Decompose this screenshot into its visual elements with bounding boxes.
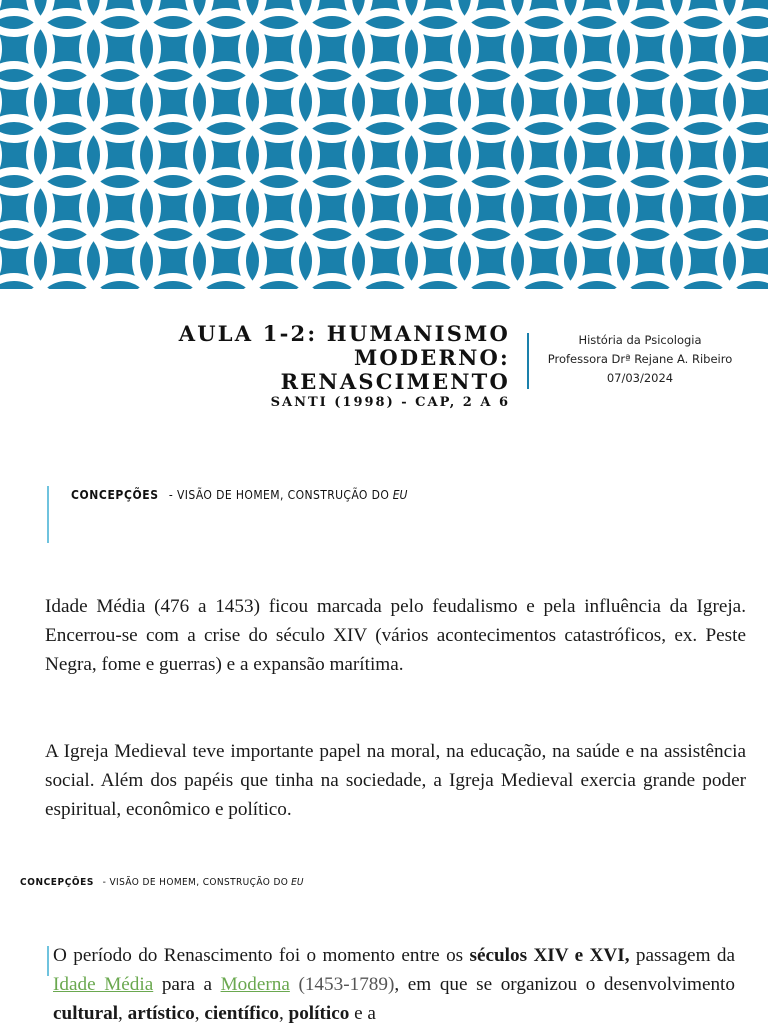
paragraph-igreja-medieval: A Igreja Medieval teve importante papel na moral, na educação, na saúde e na assistência social. Além dos papéis que tinha na sociedade, a Igreja Medieval exercia grande poder espiritual, econômico e político. [45, 741, 746, 820]
text-run: passagem da [629, 945, 735, 966]
text-run: , em que se organizou o desenvolvimento [394, 974, 735, 995]
title-divider [527, 333, 529, 389]
decorative-banner [0, 0, 768, 289]
section-accent-bar [47, 486, 49, 543]
lecture-date: 07/03/2024 [606, 371, 674, 385]
text-run: (1453-1789) [289, 974, 395, 995]
ring-pattern [0, 0, 768, 289]
slide-title [40, 322, 510, 411]
text-run: e a [349, 1003, 376, 1024]
text-run-bold: político [288, 1003, 350, 1024]
text-run-bold: séculos XIV e XVI, [469, 945, 630, 966]
title-line-2: RENASCIMENTO [280, 369, 510, 394]
text-run: , [278, 1003, 289, 1024]
section-heading [71, 488, 407, 502]
course-info [540, 331, 740, 388]
course-name: História da Psicologia [578, 333, 702, 347]
link-moderna[interactable]: Moderna [220, 974, 290, 995]
title-subtitle: SANTI (1998) - CAP, 2 A 6 [270, 395, 510, 410]
heading-eu: EU [392, 488, 408, 502]
heading-keyword: CONCEPÇÕES [71, 488, 159, 502]
text-run: O período do Renascimento foi o momento entre os [53, 945, 470, 966]
paragraph-idade-media: Idade Média (476 a 1453) ficou marcada pelo feudalismo e pela influência da Igreja. Encerrou-se com a crise do século XIV (vários acontecimentos catastróficos, ex. Peste Negra, fome e guerras) e a expansão marítima. [45, 596, 746, 675]
text-run-bold: artístico [127, 1003, 195, 1024]
text-run: , [118, 1003, 128, 1024]
link-idade-media[interactable]: Idade Média [53, 974, 154, 995]
teacher-name: Professora Drª Rejane A. Ribeiro [547, 352, 733, 366]
section-heading-2 [20, 877, 303, 888]
heading-eu: EU [291, 877, 304, 888]
text-run: para a [153, 974, 221, 995]
text-run: , [194, 1003, 205, 1024]
text-run-bold: cultural [53, 1003, 119, 1024]
heading-keyword: CONCEPÇÕES [20, 877, 94, 888]
paragraph-renascimento [53, 941, 735, 1028]
section-accent-bar-2 [47, 946, 49, 976]
heading-rest: - VISÃO DE HOMEM, CONSTRUÇÃO DO [168, 488, 390, 502]
heading-rest: - VISÃO DE HOMEM, CONSTRUÇÃO DO [102, 877, 289, 888]
title-line-1: AULA 1-2: HUMANISMO MODERNO: [178, 321, 510, 370]
text-run-bold: científico [204, 1003, 279, 1024]
